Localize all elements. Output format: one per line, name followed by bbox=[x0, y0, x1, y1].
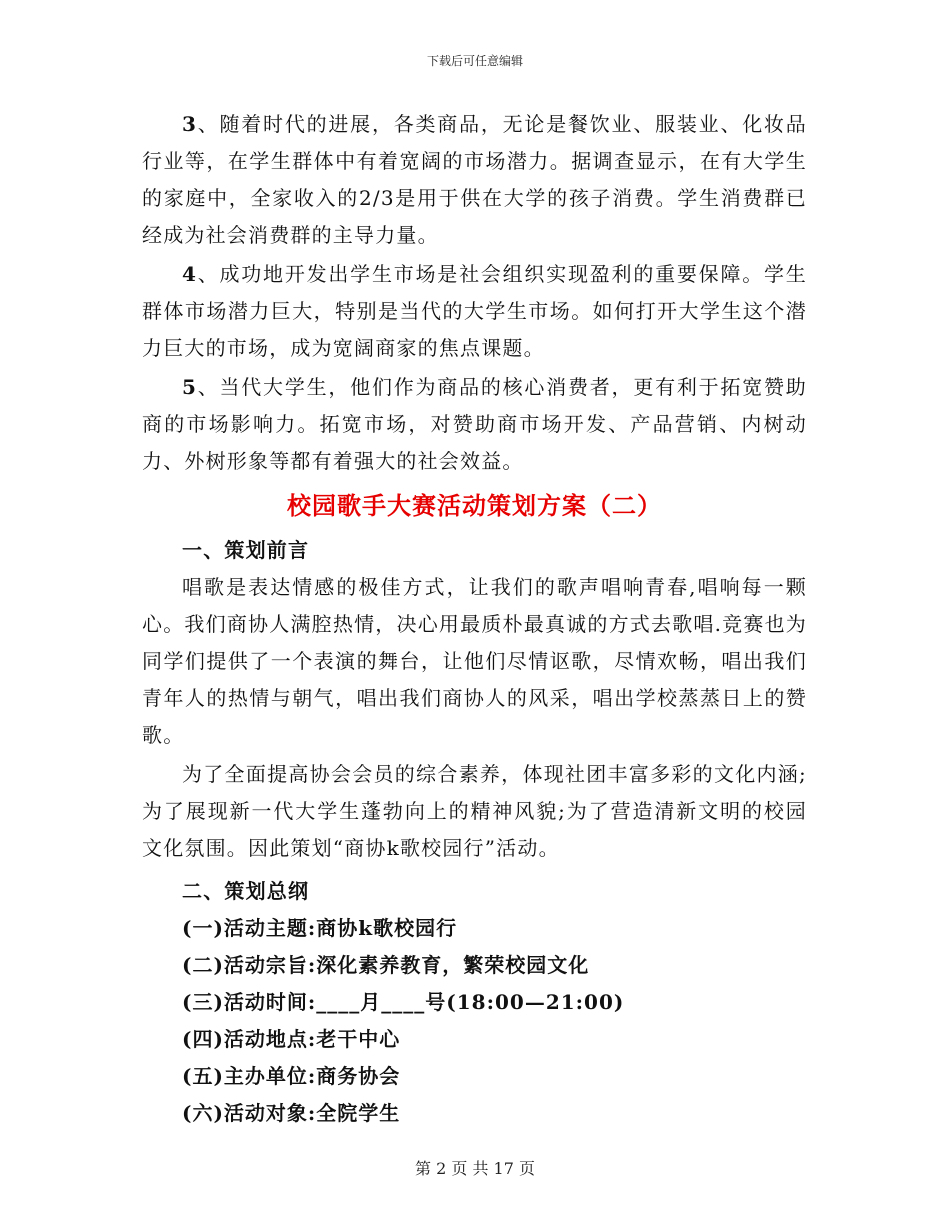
outline-item-organizer: (五)主办单位:商务协会 bbox=[182, 1064, 401, 1088]
outline-item-theme: (一)活动主题:商协k歌校园行 bbox=[182, 916, 458, 940]
section-title: 校园歌手大赛活动策划方案（二） bbox=[287, 491, 662, 520]
point-number: 3 bbox=[182, 112, 198, 136]
outline-item-audience: (六)活动对象:全院学生 bbox=[182, 1101, 401, 1125]
outline-item-time: (三)活动时间:____月____号(18:00—21:00) bbox=[182, 990, 625, 1014]
preface-paragraph-2: 为了全面提高协会会员的综合素养，体现社团丰富多彩的文化内涵;为了展现新一代大学生蓬勃向上的精神风貌;为了营造清新文明的校园文化氛围。因此策划“商协k歌校园行”活动。 bbox=[142, 762, 807, 860]
point-text: 、当代大学生，他们作为商品的核心消费者，更有利于拓宽赞助商的市场影响力。拓宽市场，对赞助商市场开发、产品营销、内树动力、外树形象等都有着强大的社会效益。 bbox=[142, 375, 807, 473]
page-header-note: 下载后可任意编辑 bbox=[426, 54, 523, 68]
point-text: 、成功地开发出学生市场是社会组织实现盈利的重要保障。学生群体市场潜力巨大，特别是当代的大学生市场。如何打开大学生这个潜力巨大的市场，成为宽阔商家的焦点课题。 bbox=[142, 262, 807, 360]
intro-point-3 bbox=[142, 106, 807, 254]
intro-point-5 bbox=[142, 369, 807, 480]
heading-preface: 一、策划前言 bbox=[182, 538, 310, 562]
heading-outline: 二、策划总纲 bbox=[182, 879, 310, 903]
document-body bbox=[142, 106, 807, 1132]
preface-paragraph-1: 唱歌是表达情感的极佳方式，让我们的歌声唱响青春,唱响每一颗心。我们商协人满腔热情，决心用最质朴最真诚的方式去歌唱.竞赛也为同学们提供了一个表演的舞台，让他们尽情讴歌，尽情欢畅，唱出我们青年人的热情与朝气，唱出我们商协人的风采，唱出学校蒸蒸日上的赞歌。 bbox=[142, 575, 807, 747]
outline-item-purpose: (二)活动宗旨:深化素养教育，繁荣校园文化 bbox=[182, 953, 590, 977]
outline-item-location: (四)活动地点:老干中心 bbox=[182, 1027, 401, 1051]
point-number: 4 bbox=[182, 262, 198, 286]
point-number: 5 bbox=[182, 375, 198, 399]
point-text: 、随着时代的进展，各类商品，无论是餐饮业、服装业、化妆品行业等，在学生群体中有着宽阔的市场潜力。据调查显示，在有大学生的家庭中，全家收入的2/3是用于供在大学的孩子消费。学生消费群已经成为社会消费群的主导力量。 bbox=[142, 112, 807, 247]
page-footer: 第 2 页 共 17 页 bbox=[415, 1159, 535, 1178]
intro-point-4 bbox=[142, 256, 807, 367]
